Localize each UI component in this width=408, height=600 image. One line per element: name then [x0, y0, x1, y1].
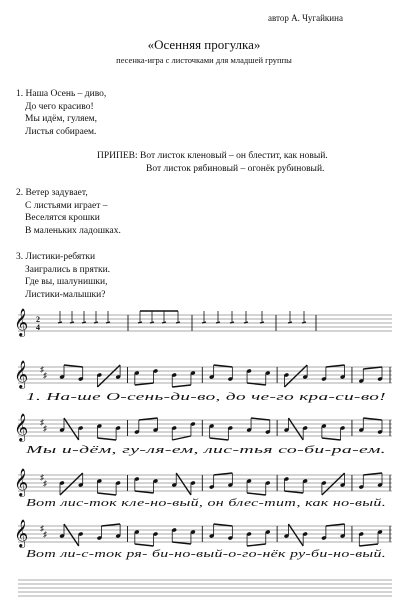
beam	[135, 544, 154, 546]
treble-clef-icon: 𝄞	[14, 310, 29, 336]
sharp-icon: ♯	[40, 524, 44, 533]
sharp-icon: ♯	[43, 479, 47, 488]
verse-number: 3.	[16, 252, 24, 262]
verse-line: Мы идём, гуляем,	[25, 114, 98, 124]
song-title: «Осенняя прогулка»	[147, 37, 261, 52]
treble-clef-icon: 𝄞	[14, 521, 29, 547]
treble-clef-icon: 𝄞	[14, 415, 29, 441]
beam	[172, 436, 191, 440]
song-subtitle: песенка-игра с листочками для младшей группы	[116, 55, 292, 65]
verse-line: Листья собираем.	[25, 126, 97, 137]
treble-clef-icon: 𝄞	[14, 470, 29, 496]
beam	[288, 524, 303, 546]
verse-line: В маленьких ладошках.	[25, 225, 121, 236]
sharp-icon: ♯	[40, 473, 44, 482]
verse-line: Заигрались в прятки.	[25, 264, 111, 275]
verse-number: 1.	[16, 89, 24, 99]
verse-line: Веселятся крошки	[25, 213, 100, 223]
refrain-line: Вот листок рябиновый – огонёк рубиновый.	[146, 163, 325, 174]
lyric-line: Мы и-дём, гу-ля-ем, лис-тья со-би-ра-ем.	[24, 445, 386, 456]
beam	[359, 544, 378, 546]
verse-line: Листики-малышки?	[25, 289, 106, 300]
beam	[97, 493, 116, 495]
verse-line: Наша Осень – диво,	[25, 89, 107, 99]
beam	[210, 438, 229, 440]
beam	[64, 418, 79, 440]
beam	[247, 493, 266, 495]
time-signature-top: 2	[36, 315, 40, 324]
beam	[176, 473, 191, 495]
verse-line: До чего красиво!	[25, 101, 94, 112]
refrain-label: ПРИПЕВ:	[97, 151, 138, 161]
refrain-line: Вот листок кленовый – он блестит, как новый.	[140, 151, 328, 161]
verse-number: 2.	[16, 188, 24, 198]
sharp-icon: ♯	[43, 371, 47, 380]
lyric-line: Вот ли-с-ток ря- би-но-вый-о-го-нёк ру-би-но-вый.	[26, 549, 386, 560]
verse-line: Ветер задувает,	[25, 188, 88, 198]
beam	[322, 438, 341, 440]
time-signature-bottom: 4	[36, 323, 40, 332]
beam	[97, 438, 116, 440]
sharp-icon: ♯	[43, 530, 47, 539]
beam	[247, 544, 266, 546]
verse-line: С листьями играет –	[25, 200, 108, 211]
sharp-icon: ♯	[43, 424, 47, 433]
beam	[64, 524, 79, 546]
beam	[172, 385, 191, 387]
lyric-line: 1. На-ше О-сень-ди-во, до че-го кра-си-во!	[26, 392, 387, 403]
verse-line: Где вы, шалунишки,	[25, 277, 108, 287]
author-credit: автор А. Чугайкина	[268, 13, 343, 23]
sharp-icon: ♯	[40, 418, 44, 427]
beam	[288, 418, 303, 440]
verse-line: Листики-ребятки	[25, 252, 96, 262]
treble-clef-icon: 𝄞	[14, 362, 29, 388]
lyric-line: Вот лис-ток кле-но-вый, он блес-тит, как но-вый.	[26, 498, 386, 509]
sharp-icon: ♯	[40, 365, 44, 374]
